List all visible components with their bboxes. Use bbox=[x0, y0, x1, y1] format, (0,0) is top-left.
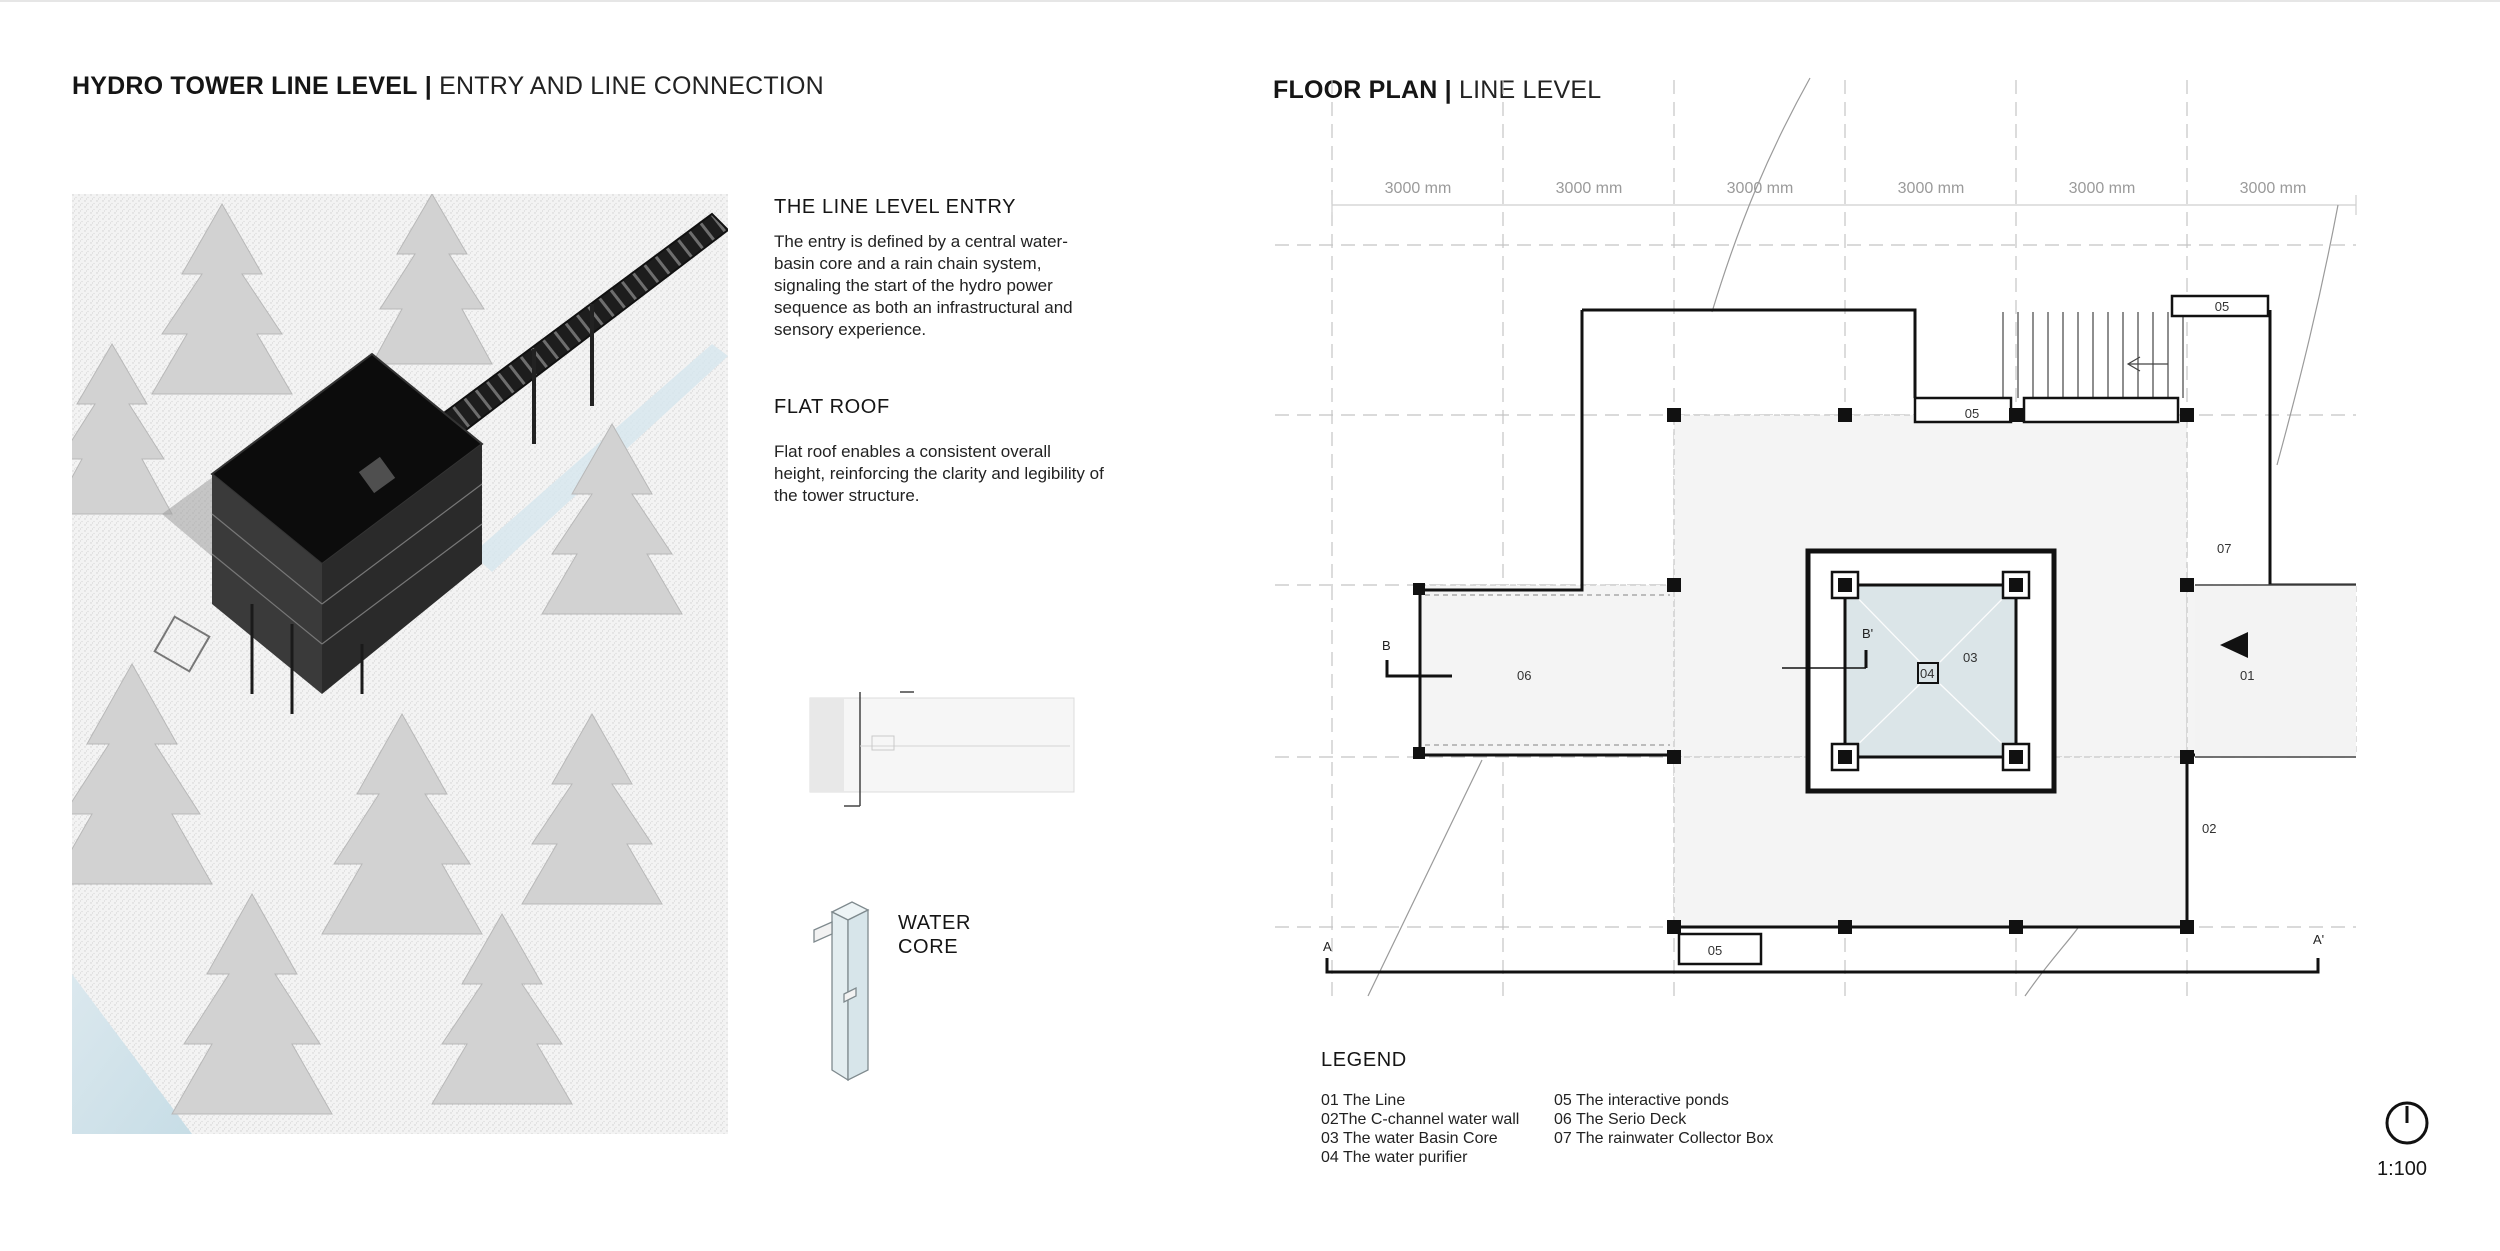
dim-label-3: 3000 mm bbox=[1726, 180, 1794, 197]
stair bbox=[2003, 312, 2183, 398]
left-title-light: ENTRY AND LINE CONNECTION bbox=[439, 72, 824, 100]
top-rule bbox=[0, 0, 2500, 2]
north-arrow-icon bbox=[2384, 1100, 2430, 1146]
text-block-line-level-entry bbox=[774, 196, 1104, 341]
text-block-flat-roof bbox=[774, 396, 1104, 507]
dim-label-6: 3000 mm bbox=[2239, 180, 2307, 197]
legend-column-1 bbox=[1321, 1091, 1519, 1167]
legend-item-04: 04 The water purifier bbox=[1321, 1149, 1468, 1166]
section-mark-a: A bbox=[1323, 939, 1332, 954]
water-core-label-line2: CORE bbox=[898, 936, 959, 958]
water-core-diagram bbox=[810, 894, 910, 1094]
legend-item-05: 05 The interactive ponds bbox=[1554, 1092, 1729, 1109]
left-title-bold: HYDRO TOWER LINE LEVEL bbox=[72, 72, 418, 100]
label-06: 06 bbox=[1517, 668, 1532, 683]
dim-label-2: 3000 mm bbox=[1555, 180, 1623, 197]
left-title-separator: | bbox=[424, 72, 432, 100]
right-title-light: LINE LEVEL bbox=[1459, 76, 1602, 104]
legend-item-01: 01 The Line bbox=[1321, 1092, 1406, 1109]
label-07: 07 bbox=[2217, 541, 2232, 556]
body-line-level-entry: The entry is defined by a central water-basin core and a rain chain system, signaling the start of the hydro power sequence as both an infrastructural and sensory experience. bbox=[774, 232, 1073, 339]
water-core-label bbox=[898, 911, 971, 959]
legend-item-03: 03 The water Basin Core bbox=[1321, 1130, 1498, 1147]
dimension-line bbox=[1332, 195, 2356, 215]
left-page-title bbox=[72, 72, 824, 101]
legend-column-2 bbox=[1554, 1091, 1773, 1148]
label-05-a: 05 bbox=[2214, 299, 2230, 314]
dim-label-4: 3000 mm bbox=[1897, 180, 1965, 197]
section-mark-a-prime: A' bbox=[2313, 932, 2325, 947]
legend-item-02: 02The C-channel water wall bbox=[1321, 1111, 1520, 1128]
floor-plan-drawing bbox=[1270, 70, 2360, 1030]
right-title-separator: | bbox=[1444, 76, 1452, 104]
body-flat-roof: Flat roof enables a consistent overall height, reinforcing the clarity and legibility of the tower structure. bbox=[774, 442, 1104, 505]
legend-item-07: 07 The rainwater Collector Box bbox=[1554, 1130, 1774, 1147]
label-02: 02 bbox=[2202, 821, 2217, 836]
the-line-bridge bbox=[2195, 585, 2356, 757]
section-mark-b-prime: B' bbox=[1862, 626, 1874, 641]
label-03: 03 bbox=[1963, 650, 1978, 665]
label-05-b: 05 bbox=[1964, 406, 1980, 421]
section-thumbnail bbox=[800, 688, 1080, 816]
dim-label-5: 3000 mm bbox=[2068, 180, 2136, 197]
tower-axonometric-image bbox=[72, 194, 728, 1134]
label-01: 01 bbox=[2240, 668, 2255, 683]
water-core-label-line1: WATER bbox=[898, 912, 971, 934]
right-title-bold: FLOOR PLAN bbox=[1273, 76, 1438, 104]
label-05-d: 05 bbox=[1707, 943, 1723, 958]
dim-label-1: 3000 mm bbox=[1384, 180, 1452, 197]
heading-line-level-entry: THE LINE LEVEL ENTRY bbox=[774, 196, 1017, 218]
legend-item-06: 06 The Serio Deck bbox=[1554, 1111, 1687, 1128]
drawing-scale: 1:100 bbox=[2377, 1158, 2428, 1180]
legend-title: LEGEND bbox=[1321, 1049, 1407, 1071]
label-04: 04 bbox=[1920, 666, 1935, 681]
heading-flat-roof: FLAT ROOF bbox=[774, 396, 890, 418]
section-mark-b: B bbox=[1382, 638, 1391, 653]
